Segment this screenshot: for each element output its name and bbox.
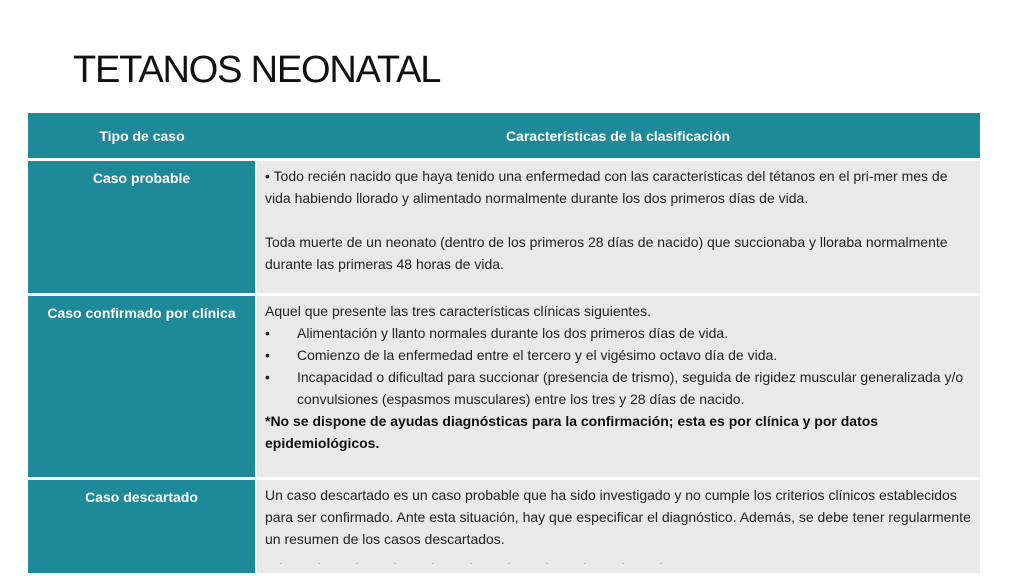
classification-table-wrapper [28, 113, 980, 560]
list-item [265, 344, 972, 366]
case-type-clinical-confirmed: Caso confirmado por clínica [28, 295, 256, 479]
slide-title: TETANOS NEONATAL [73, 49, 441, 91]
clinical-criteria-list [265, 322, 972, 410]
discarded-case-paragraph: Un caso descartado es un caso probable que ha sido investigado y no cumple los criterios clínicos establecidos para ser confirmado. Ante esta situación, hay que especificar el diagnóstico. Además, se debe tener regularmente un resumen de los casos descartados. [265, 487, 971, 547]
table-row-clinical-confirmed-case [28, 295, 980, 479]
bullet-icon: • [265, 325, 270, 341]
bullet-icon: • [265, 369, 270, 385]
header-characteristics: Características de la clasificación [256, 113, 980, 160]
table-header-row [28, 113, 980, 160]
table-row-discarded-case [28, 479, 980, 575]
criterion-text: Incapacidad o dificultad para succionar (presencia de trismo), seguida de rigidez muscular generalizada y/o convulsiones (espasmos musculares) entre los tres y 28 días de nacido. [297, 369, 964, 407]
clinical-confirmed-intro: Aquel que presente las tres características clínicas siguientes. [265, 303, 651, 319]
bullet-icon: • [265, 347, 270, 363]
probable-case-paragraph: • Todo recién nacido que haya tenido una enfermedad con las características del tétanos en el pri-mer mes de vida habiendo llorado y alimentado normalmente durante los dos primeros días de vida. [265, 168, 948, 206]
probable-case-description [256, 160, 980, 295]
discarded-case-description [256, 479, 980, 575]
table-row-probable-case [28, 160, 980, 295]
cropped-text-remnant [262, 562, 662, 565]
clinical-confirmed-description [256, 295, 980, 479]
list-item [265, 366, 972, 410]
probable-case-paragraph: Toda muerte de un neonato (dentro de los primeros 28 días de nacido) que succionaba y lloraba normalmente durante las primeras 48 horas de vida. [265, 234, 948, 272]
classification-table [28, 113, 980, 576]
criterion-text: Comienzo de la enfermedad entre el tercero y el vigésimo octavo día de vida. [297, 347, 778, 363]
header-case-type: Tipo de caso [28, 113, 256, 160]
diagnostic-note: *No se dispone de ayudas diagnósticas para la confirmación; esta es por clínica y por datos epidemiológicos. [265, 413, 879, 451]
case-type-probable: Caso probable [28, 160, 256, 295]
list-item [265, 322, 972, 344]
case-type-discarded: Caso descartado [28, 479, 256, 575]
criterion-text: Alimentación y llanto normales durante los dos primeros días de vida. [297, 325, 729, 341]
